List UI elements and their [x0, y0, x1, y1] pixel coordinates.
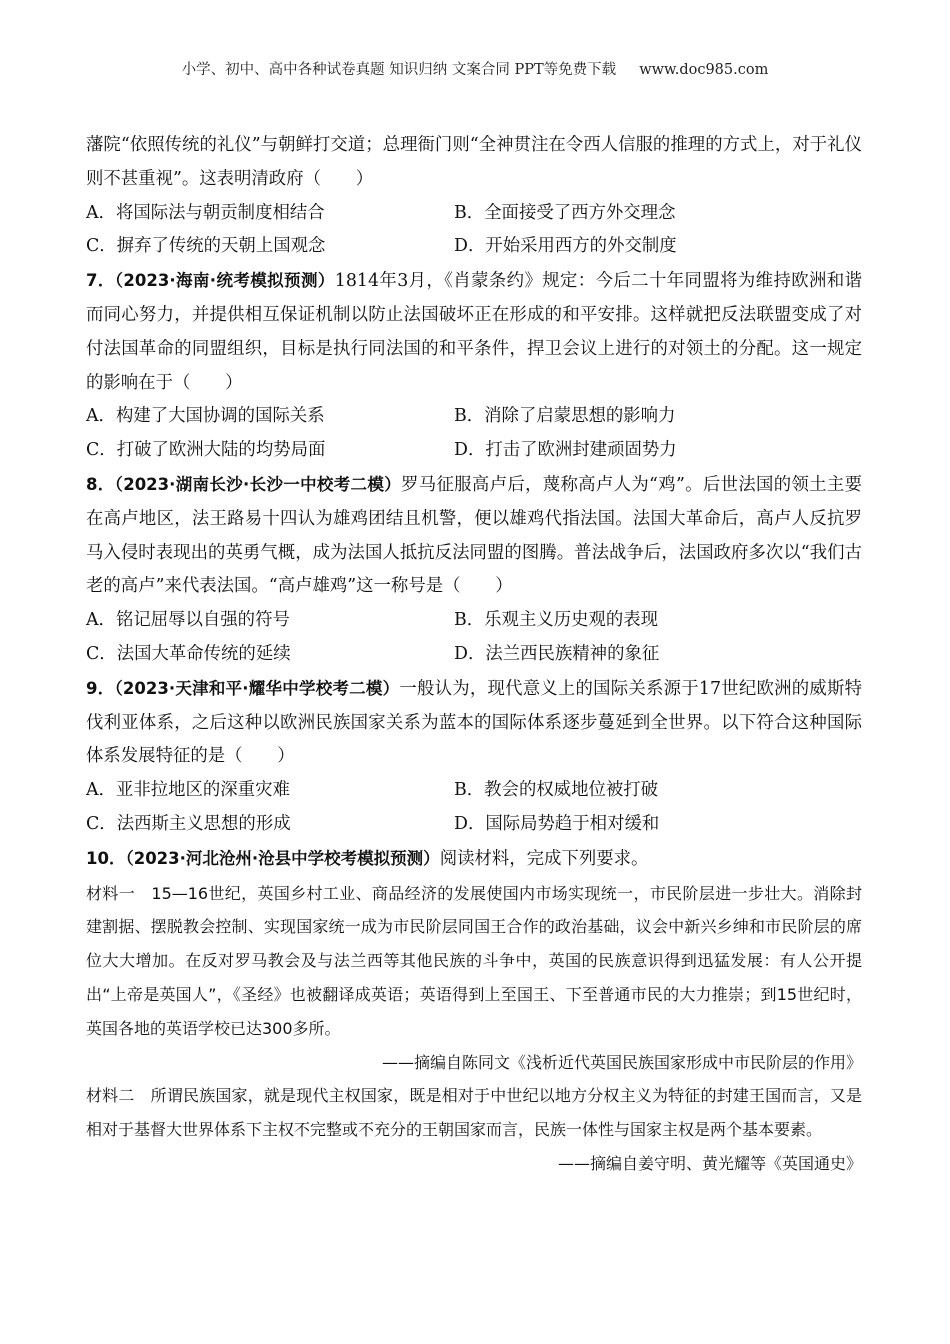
q10-citation-2: ——摘编自姜守明、黄光耀等《英国通史》 — [557, 1153, 862, 1173]
q10-citation-1: ——摘编自陈同文《浅析近代英国民族国家形成中市民阶层的作用》 — [381, 1052, 862, 1072]
q9-option-c[interactable]: C．法西斯主义思想的形成 — [86, 813, 291, 834]
q7-number: 7． — [86, 271, 115, 291]
q7-options-row1 — [86, 400, 862, 434]
q8-option-a[interactable]: A．铭记屈辱以自强的符号 — [86, 610, 290, 631]
q10-source: （2023·河北沧州·沧县中学校考模拟预测） — [125, 848, 440, 868]
q6-option-d[interactable]: D．开始采用西方的外交制度 — [454, 236, 677, 257]
q9-option-d[interactable]: D．国际局势趋于相对缓和 — [454, 813, 660, 834]
q10-stem: 阅读材料，完成下列要求。 — [439, 848, 649, 869]
q9-stem: 一般认为，现代意义上的国际关系源于17世纪欧洲的威斯特伐利亚体系，之后这种以欧洲民族国家关系为蓝本的国际体系逐步蔓延到全世界。以下符合这种国际体系发展特征的是（ ） — [86, 678, 862, 767]
q8-source: （2023·湖南长沙·长沙一中校考二模） — [114, 474, 402, 494]
q7-option-d[interactable]: D．打击了欧洲封建顽固势力 — [454, 440, 677, 461]
q8-option-c[interactable]: C．法国大革命传统的延续 — [86, 643, 291, 664]
q9-options-row2 — [86, 808, 862, 842]
q8-options-row1 — [86, 604, 862, 638]
q7-options-row2 — [86, 434, 862, 468]
q9-option-b[interactable]: B．教会的权威地位被打破 — [454, 780, 659, 801]
q6-option-a[interactable]: A．将国际法与朝贡制度相结合 — [86, 202, 325, 223]
q10-material-2: 材料二 所谓民族国家，就是现代主权国家，既是相对于中世纪以地方分权主义为特征的封建王国而言，又是相对于基督大世界体系下主权不完整或不充分的王朝国家而言，民族一体性与国家主权是两个基本要素。 — [86, 1086, 862, 1140]
q7-source: （2023·海南·统考模拟预测） — [114, 271, 335, 291]
q9-options-row1 — [86, 774, 862, 808]
q7-option-c[interactable]: C．打破了欧洲大陆的均势局面 — [86, 440, 326, 461]
q9-number: 9． — [86, 678, 115, 698]
q7-stem-block — [86, 264, 862, 400]
q10-number: 10． — [86, 848, 126, 868]
header-text: 小学、初中、高中各种试卷真题 知识归纳 文案合同 PPT等免费下载 — [181, 62, 617, 78]
q8-number: 8． — [86, 474, 115, 494]
q6-option-b[interactable]: B．全面接受了西方外交理念 — [454, 202, 676, 223]
q9-source: （2023·天津和平·耀华中学校考二模） — [114, 678, 400, 698]
q10-stem-block — [86, 842, 862, 877]
q10-materials — [86, 877, 862, 1181]
exam-content — [86, 129, 862, 1181]
q7-option-b[interactable]: B．消除了启蒙思想的影响力 — [454, 406, 676, 427]
q8-stem: 罗马征服高卢后，蔑称高卢人为“鸡”。后世法国的领土主要在高卢地区，法王路易十四认为雄鸡团结且机警，便以雄鸡代指法国。法国大革命后，高卢人反抗罗马入侵时表现出的英勇气概，成为法国人抵抗反法同盟的图腾。普法战争后，法国政府多次以“我们古老的高卢”来代表法国。“高卢雄鸡”这一称号是（ ） — [86, 474, 862, 597]
q8-option-b[interactable]: B．乐观主义历史观的表现 — [454, 610, 659, 631]
q8-stem-block — [86, 468, 862, 604]
q6-stem: 藩院“依照传统的礼仪”与朝鲜打交道；总理衙门则“全神贯注在令西人信服的推理的方式上，对于礼仪则不甚重视”。这表明清政府（ ） — [86, 135, 862, 189]
header-url[interactable]: www.doc985.com — [639, 62, 769, 78]
q6-options-row1 — [86, 197, 862, 231]
q6-options-row2 — [86, 230, 862, 264]
q7-option-a[interactable]: A．构建了大国协调的国际关系 — [86, 406, 325, 427]
q8-option-d[interactable]: D．法兰西民族精神的象征 — [454, 643, 660, 664]
q9-option-a[interactable]: A．亚非拉地区的深重灾难 — [86, 780, 290, 801]
q7-stem: 1814年3月，《肖蒙条约》规定：今后二十年同盟将为维持欧洲和谐而同心努力，并提供相互保证机制以防止法国破坏正在形成的和平安排。这样就把反法联盟变成了对付法国革命的同盟组织，目标是执行同法国的和平条件，捍卫会议上进行的对领土的分配。这一规定的影响在于（ ） — [86, 271, 862, 393]
q10-material-1: 材料一 15—16世纪，英国乡村工业、商品经济的发展使国内市场实现统一，市民阶层进一步壮大。消除封建割据、摆脱教会控制、实现国家统一成为市民阶层同国王合作的政治基础，议会中新兴乡绅和市民阶层的席位大大增加。在反对罗马教会及与法兰西等其他民族的斗争中，英国的民族意识得到迅猛发展：有人公开提出“上帝是英国人”，《圣经》也被翻译成英语；英语得到上至国王、下至普通市民的大力推崇；到15世纪时，英国各地的英语学校已达300多所。 — [86, 883, 862, 1038]
q9-stem-block — [86, 672, 862, 774]
page-header — [0, 58, 950, 79]
q8-options-row2 — [86, 638, 862, 672]
q6-option-c[interactable]: C．摒弃了传统的天朝上国观念 — [86, 236, 326, 257]
